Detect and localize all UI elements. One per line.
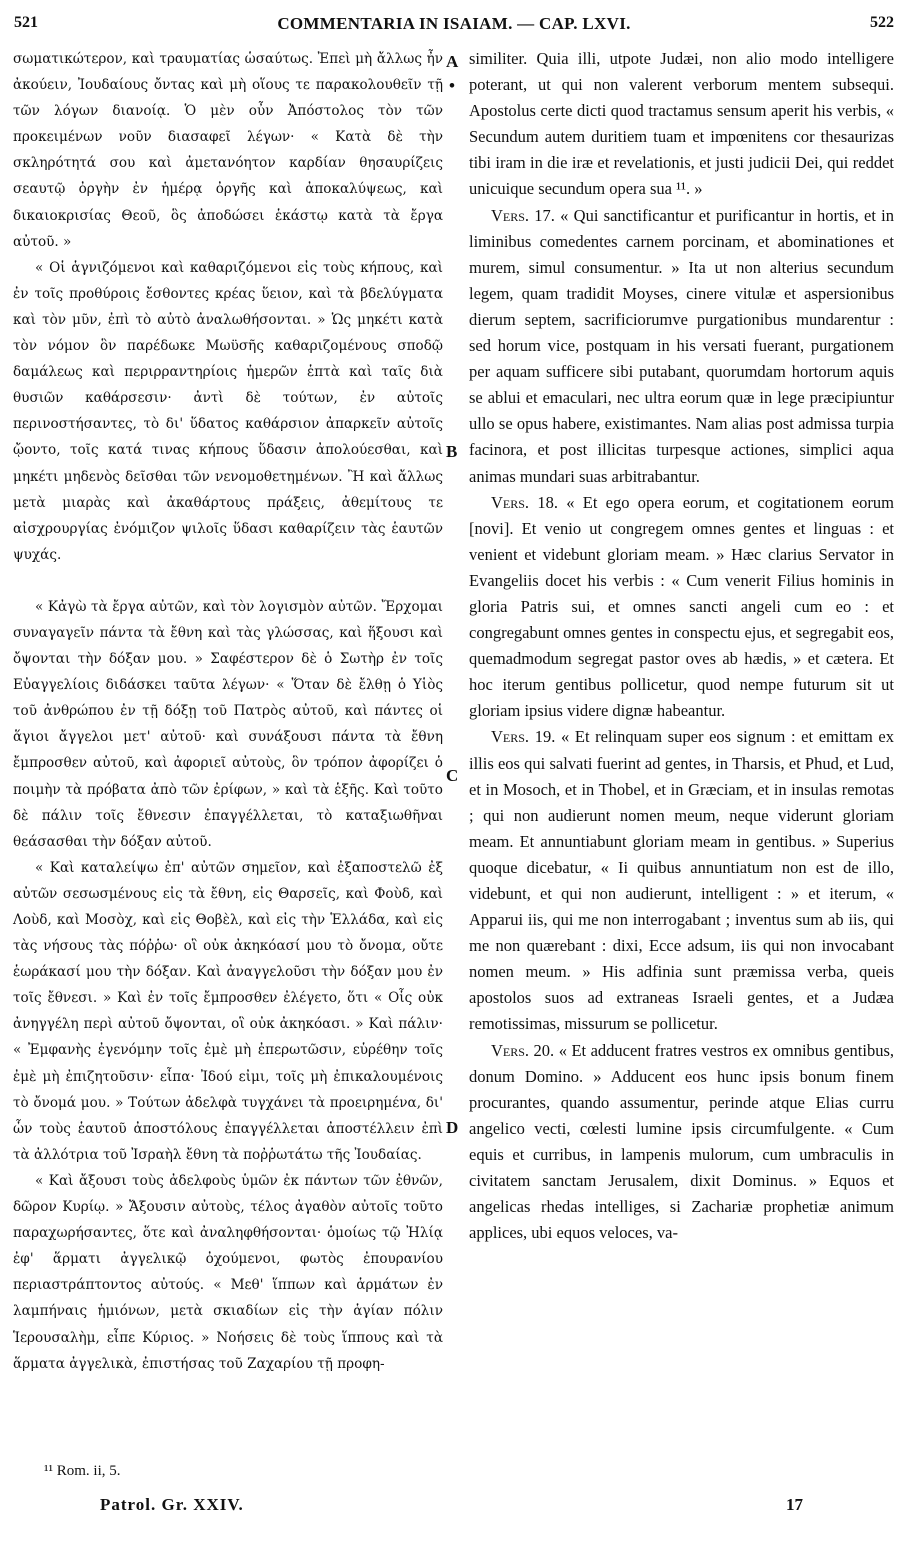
latin-paragraph xyxy=(469,724,894,1037)
verse-label: Vers. 19. xyxy=(491,727,556,747)
margin-marker-bullet: • xyxy=(449,76,455,95)
page-number-right: 522 xyxy=(870,14,894,31)
margin-marker-b: B xyxy=(446,442,458,461)
latin-text: « Qui sanctificantur et purificantur in hortis, et in liminibus comedentes carnem porcinam, et abominationes et murem, simul consumentur. » Ita ut non alterius secundum legem, quam tradidit Moyses, cinere vitulæ et aspersionibus dierum septem, sacrificiorumve purgationibus mundarentur : sed horum vice, postquam in his versati fuerant, purgationem per aquam sufficere sibi putabant, quorumdam hortorum aquis se ablui et emaculari, nec ultra eorum quæ in lege præcipiuntur ullo se opus habere, existimantes. Nam alias post admissa turpia facinora, et post illicitas turpesque actiones, simplici aqua animas mundari suas arbitrabantur. xyxy=(469,205,894,486)
latin-text: « Et adducent fratres vestros ex omnibus gentibus, donum Domino. » Adducent eos hunc ipsis bonum finem procurantes, quando assumentur, perinde atque Elias curru angelico vecti, cœlesti lumine ipsis circumfulgente. « Cum equis et curribus, in lampenis mulorum, cum umbraculis in civitatem sanctam Jerusalem, dixit Dominus. » Equos et angelicas rhedas intelliges, si Zachariæ prophetiæ animum applices, ubi equos veloces, va- xyxy=(469,1040,894,1243)
latin-paragraph xyxy=(469,490,894,725)
margin-marker-d: D xyxy=(446,1118,459,1137)
margin-marker-a: A xyxy=(446,52,459,71)
footer-sheet-number: 17 xyxy=(786,1495,803,1514)
latin-paragraph xyxy=(469,1038,894,1247)
greek-column xyxy=(13,46,443,1377)
verse-label: Vers. 17. xyxy=(491,205,555,225)
latin-text: « Et relinquam super eos signum : et emittam ex illis eos qui salvati fuerint ad gentes, in Tharsis, et Phud, et Lud, et in Mosoch, et in Thobel, et in Græciam, et in insulas remotas ; qui non audierunt nomen meum, neque viderunt gloriam meam. Et annuntiabunt gloriam meam in gentibus. » Superius quoque dicebatur, « Ii quibus annuntiatum non est de illo, videbunt, et qui non audierunt, intelligent : » et iterum, « Apparui iis, qui me non interrogabant ; inventus sum ab iis, qui me non quærebant : dixi, Ecce adsum, iis qui non invocabant nomen meum. » His adfinia sunt præmissa verba, queis apostolos suos ad extraneas Israeli gentes, et a Judæa remotissimas, missurum se pollicetur. xyxy=(469,727,894,1034)
margin-marker-c: C xyxy=(446,766,459,785)
verse-label: Vers. 18. xyxy=(491,492,558,512)
greek-paragraph: « Καὶ ἄξουσι τοὺς ἀδελφοὺς ὑμῶν ἐκ πάντων τῶν ἐθνῶν, δῶρον Κυρίῳ. » Ἄξουσιν αὐτοὺς, τέλος ἀγαθὸν αὐτοῖς τοῦτο παραχωρήσαντες, ὅτε καὶ ἀναληφθήσονται· ὁμοίως τῷ Ἠλίᾳ ἐφ' ἅρματι ἀγγελικῷ ὀχούμενοι, φωτὸς ἐπουρανίου περιαστράπτοντος αὐτούς. « Μεθ' ἵππων καὶ ἁρμάτων ἐν λαμπήναις ἡμιόνων, μετὰ σκιαδίων εἰς τὴν ἁγίαν πόλιν Ἱερουσαλὴμ, εἶπε Κύριος. » Νοήσεις δὲ τοὺς ἵππους καὶ τὰ ἅρματα ἀγγελικὰ, ἐπιστήσας τοῦ Ζαχαρίου τῇ προφη- xyxy=(13,1172,443,1372)
latin-text: similiter. Quia illi, utpote Judæi, non alio modo intelligere poterant, ut qui non valerent verborum mentem subsequi. Apostolus certe dicti quod tractamus sensum aperit his verbis, « Secundum autem duritiem tuam et impœnitens cor thesaurizas tibi iram in die iræ et revelationis, et justi judicii Dei, qui reddet unicuique secundum opera sua ¹¹. » xyxy=(469,49,894,199)
greek-paragraph: « Οἱ ἁγνιζόμενοι καὶ καθαριζόμενοι εἰς τοὺς κήπους, καὶ ἐν τοῖς προθύροις ἔσθοντες κρέας ὕειον, καὶ τὰ βδελύγματα καὶ τὸν μῦν, ἐπὶ τὸ αὐτὸ ἀναλωθήσονται. » Ὡς μηκέτι κατὰ τὸν νόμον ὃν παρέδωκε Μωϋσῆς καθαριζομένους σποδῷ δαμάλεως καὶ περιρραντηρίοις ἡμερῶν ἑπτὰ καὶ ταῖς διὰ θυσιῶν καθάρσεσιν· ἀντὶ δὲ τούτων, ἐν αὐτοῖς περινοστήσαντες, τὸ δι' ὕδατος καθάρσιον ἀπαρκεῖν αὐτοῖς ᾤοντο, τοῖς κατά τινας κήπους ὕδασιν ἀπολούεσθαι, καὶ μηκέτι μηδενὸς δεῖσθαι τῶν νενομοθετημένων. Ἢ καὶ ἄλλως μετὰ μιαρὰς καὶ ἀκαθάρτους πράξεις, ἀθεμίτους τε αἰσχρουργίας ἐνόμιζον ψιλοῖς ὕδασι καθαρίζειν τὰς ἑαυτῶν ψυχάς. xyxy=(13,259,443,563)
greek-paragraph: « Καὶ καταλείψω ἐπ' αὐτῶν σημεῖον, καὶ ἐξαποστελῶ ἐξ αὐτῶν σεσωσμένους εἰς τὰ ἔθνη, εἰς Θαρσεῖς, καὶ Φοὺδ, καὶ Λοὺδ, καὶ Μοσὸχ, καὶ εἰς Θοβὲλ, καὶ εἰς τὴν Ἑλλάδα, καὶ εἰς τὰς νήσους τὰς πόῤῥω· οἳ οὐκ ἀκηκόασί μου τὸ ὄνομα, οὔτε ἑωράκασί μου τὴν δόξαν. Καὶ ἀναγγελοῦσι τὴν δόξαν μου ἐν τοῖς ἔθνεσι. » Καὶ ἐν τοῖς ἔμπροσθεν ἐλέγετο, ὅτι « Οἷς οὐκ ἀνηγγέλη περὶ αὐτοῦ ὄψονται, οἳ οὐκ ἀκηκόασι. » Καὶ πάλιν· « Ἐμφανὴς ἐγενόμην τοῖς ἐμὲ μὴ ἐπερωτῶσιν, εὑρέθην τοῖς ἐμὲ μὴ ἐπιζητοῦσιν· εἶπα· Ἰδού εἰμι, τοῖς μὴ ἐπικαλουμένοις τὸ ὄνομά μου. » Τούτων ἀδελφὰ τυγχάνει τὰ προειρημένα, δι' ὧν τοὺς ἑαυτοῦ ἀποστόλους ἐπαγγέλλεται ἀποστέλλειν ἐπὶ τὰ ἀλλότρια τοῦ Ἰσραὴλ ἔθνη τὰ ποῤῥωτάτω τῆς Ἰουδαίας. xyxy=(13,859,443,1163)
latin-paragraph xyxy=(469,203,894,490)
footer-signature: Patrol. Gr. XXIV. xyxy=(100,1495,244,1514)
latin-paragraph xyxy=(469,46,894,203)
greek-paragraph: σωματικώτερον, καὶ τραυματίας ὡσαύτως. Ἐπεὶ μὴ ἄλλως ἦν ἀκούειν, Ἰουδαίους ὄντας καὶ μὴ οἵους τε παρακολουθεῖν τῇ τῶν λόγων διανοίᾳ. Ὁ μὲν οὖν Ἀπόστολος τὸν τῶν προκειμένων νοῦν διασαφεῖ λέγων· « Κατὰ δὲ τὴν σκληρότητά σου καὶ ἀμετανόητον καρδίαν θησαυρίζεις σεαυτῷ ὀργὴν ἐν ἡμέρᾳ ὀργῆς καὶ ἀποκαλύψεως, καὶ δικαιοκρισίας Θεοῦ, ὃς ἀποδώσει ἑκάστῳ κατὰ τὰ ἔργα αὐτοῦ. » xyxy=(13,51,443,250)
running-header xyxy=(14,14,894,38)
footnote: ¹¹ Rom. ii, 5. xyxy=(44,1463,121,1479)
verse-label: Vers. 20. xyxy=(491,1040,555,1060)
latin-text: « Et ego opera eorum, et cogitationem eorum [novi]. Et venio ut congregem omnes gentes et linguas : et venient et videbunt gloriam meam. » Hæc clarius Servator in Evangeliis docet his verbis : « Cum venerit Filius hominis in gloria Patris sui, et omnes sancti angeli cum eo : et congregabunt omnes gentes in conspectu ejus, et segregabit eos, quemadmodum segregat pastor oves ab hædis, » et cætera. Et hoc iterum gentibus pollicetur, quod nempe futurum sit ut gloriam ipsius videre dignæ habeantur. xyxy=(469,492,894,721)
latin-column xyxy=(469,46,894,1246)
greek-paragraph: « Κἀγὼ τὰ ἔργα αὐτῶν, καὶ τὸν λογισμὸν αὐτῶν. Ἔρχομαι συναγαγεῖν πάντα τὰ ἔθνη καὶ τὰς γλώσσας, καὶ ἥξουσι καὶ ὄψονται τὴν δόξαν μου. » Σαφέστερον δὲ ὁ Σωτὴρ ἐν τοῖς Εὐαγγελίοις διδάσκει ταῦτα λέγων· « Ὅταν δὲ ἔλθῃ ὁ Υἱὸς τοῦ ἀνθρώπου ἐν τῇ δόξῃ τοῦ Πατρὸς αὐτοῦ, καὶ πάντες οἱ ἅγιοι ἄγγελοι μετ' αὐτοῦ· καὶ συνάξουσι πάντα τὰ ἔθνη ἔμπροσθεν αὐτοῦ, καὶ ἀφοριεῖ αὐτοὺς, ὃν τρόπον ἀφορίζει ὁ ποιμὴν τὰ πρόβατα ἀπὸ τῶν ἐρίφων, » καὶ τὰ ἑξῆς. Καὶ τοῦτο δὲ πάλιν τοῖς ἔθνεσιν ἐπαγγέλλεται, τὸ καταξιωθῆναι θεάσασθαι τὴν δόξαν αὐτοῦ. xyxy=(13,598,443,850)
running-title: COMMENTARIA IN ISAIAM. — CAP. LXVI. xyxy=(277,14,631,33)
page-number-left: 521 xyxy=(14,14,38,31)
